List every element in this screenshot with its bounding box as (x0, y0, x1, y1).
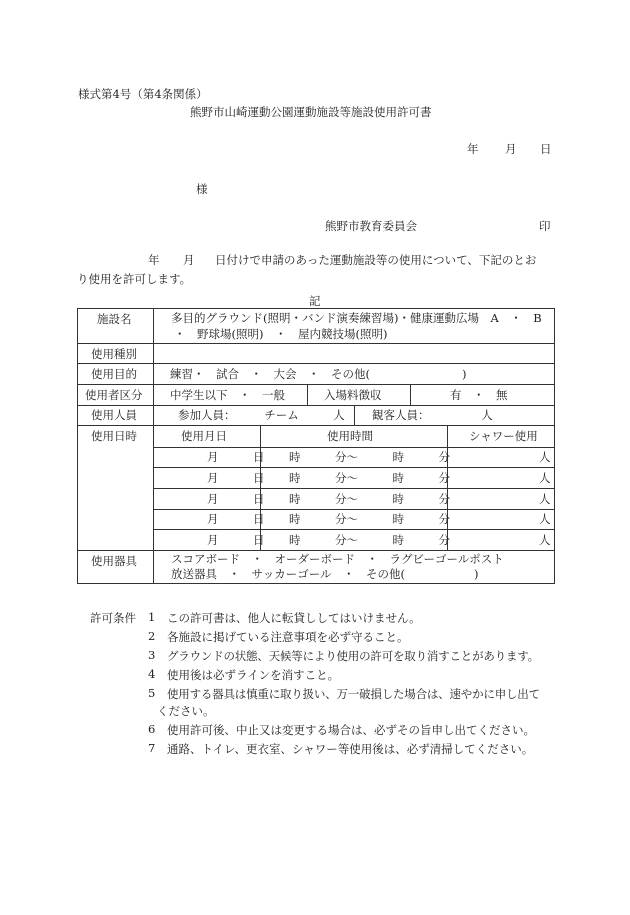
body-text-line2: り使用を許可します。 (77, 272, 192, 286)
condition-3-text: グラウンドの状態、天候等により使用の許可を取り消すことがあります。 (167, 649, 539, 663)
body-text-line1: 日付けで申請のあった運動施設等の使用について、下記のとお (215, 253, 537, 267)
permit-table (77, 308, 555, 584)
spectators-value: 観客人員： 人 (372, 408, 493, 422)
schedule-row-1-shower: 人 (539, 450, 551, 464)
participants-value: 参加人員： チーム 人 (178, 408, 345, 422)
issue-date-month: 月 (505, 142, 517, 156)
schedule-row-1-time: 時 分～ 時 分 (289, 450, 450, 464)
issue-date-year: 年 (467, 142, 479, 156)
issuer-name: 熊野市教育委員会 (325, 219, 417, 233)
seal-mark: 印 (539, 219, 551, 233)
schedule-label: 使用日時 (91, 429, 137, 443)
schedule-row-3-shower: 人 (539, 492, 551, 506)
schedule-header-date: 使用月日 (181, 429, 227, 443)
schedule-row-1-date: 月 日 (207, 450, 265, 464)
condition-7-number: 7 (148, 741, 156, 755)
body-year: 年 (148, 253, 160, 267)
schedule-row-5-shower: 人 (539, 533, 551, 547)
schedule-row-2-date: 月 日 (207, 471, 265, 485)
user-category-label: 使用者区分 (85, 388, 143, 402)
addressee-suffix: 様 (196, 182, 208, 196)
schedule-row-3-date: 月 日 (207, 492, 265, 506)
schedule-row-5-time: 時 分～ 時 分 (289, 533, 450, 547)
condition-5-continuation: ください。 (157, 704, 215, 718)
equipment-line2: 放送器具 ・ サッカーゴール ・ その他( ) (171, 567, 479, 581)
document-title: 熊野市山崎運動公園運動施設等施設使用許可書 (190, 105, 432, 119)
condition-2-number: 2 (148, 629, 156, 643)
purpose-label: 使用目的 (91, 367, 137, 381)
people-label: 使用人員 (91, 408, 137, 422)
condition-1-text: この許可書は、他人に転貸ししてはいけません。 (167, 611, 421, 625)
schedule-row-4-time: 時 分～ 時 分 (289, 512, 450, 526)
form-number: 様式第4号（第4条関係） (78, 87, 208, 101)
equipment-label: 使用器具 (91, 554, 137, 568)
schedule-row-4-shower: 人 (539, 512, 551, 526)
ki-heading: 記 (309, 294, 321, 308)
condition-1-number: 1 (148, 610, 156, 624)
condition-6-text: 使用許可後、中止又は変更する場合は、必ずその旨申し出てください。 (167, 723, 535, 737)
user-category-value: 中学生以下 ・ 一般 (170, 388, 285, 402)
condition-4-number: 4 (148, 667, 156, 681)
facility-line2: ・ 野球場(照明) ・ 屋内競技場(照明) (174, 327, 388, 341)
entrance-fee-label: 入場料徴収 (324, 388, 382, 402)
schedule-row-2-time: 時 分～ 時 分 (289, 471, 450, 485)
schedule-header-time: 使用時間 (327, 429, 373, 443)
facility-line1: 多目的グラウンド(照明・バンド演奏練習場)・健康運動広場 A ・ B (171, 311, 542, 325)
body-month: 月 (183, 253, 195, 267)
schedule-row-4-date: 月 日 (207, 512, 265, 526)
issue-date-day: 日 (540, 142, 552, 156)
schedule-row-5-date: 月 日 (207, 533, 265, 547)
condition-5-text: 使用する器具は慎重に取り扱い、万一破損した場合は、速やかに申し出て (167, 687, 540, 701)
usage-type-label: 使用種別 (91, 347, 137, 361)
schedule-row-3-time: 時 分～ 時 分 (289, 492, 450, 506)
condition-2-text: 各施設に掲げている注意事項を必ず守ること。 (167, 630, 409, 644)
condition-4-text: 使用後は必ずラインを消すこと。 (167, 668, 340, 682)
entrance-fee-value: 有 ・ 無 (450, 388, 508, 402)
condition-7-text: 通路、トイレ、更衣室、シャワー等使用後は、必ず清掃してください。 (167, 742, 534, 756)
facility-label: 施設名 (97, 312, 132, 326)
purpose-value: 練習・ 試合 ・ 大会 ・ その他( ) (170, 367, 467, 381)
condition-6-number: 6 (148, 722, 156, 736)
condition-3-number: 3 (148, 648, 156, 662)
schedule-header-shower: シャワー使用 (469, 429, 538, 443)
condition-5-number: 5 (148, 686, 156, 700)
conditions-label: 許可条件 (90, 611, 136, 625)
schedule-row-2-shower: 人 (539, 471, 551, 485)
equipment-line1: スコアボード ・ オーダーボード ・ ラグビーゴールポスト (171, 552, 504, 566)
